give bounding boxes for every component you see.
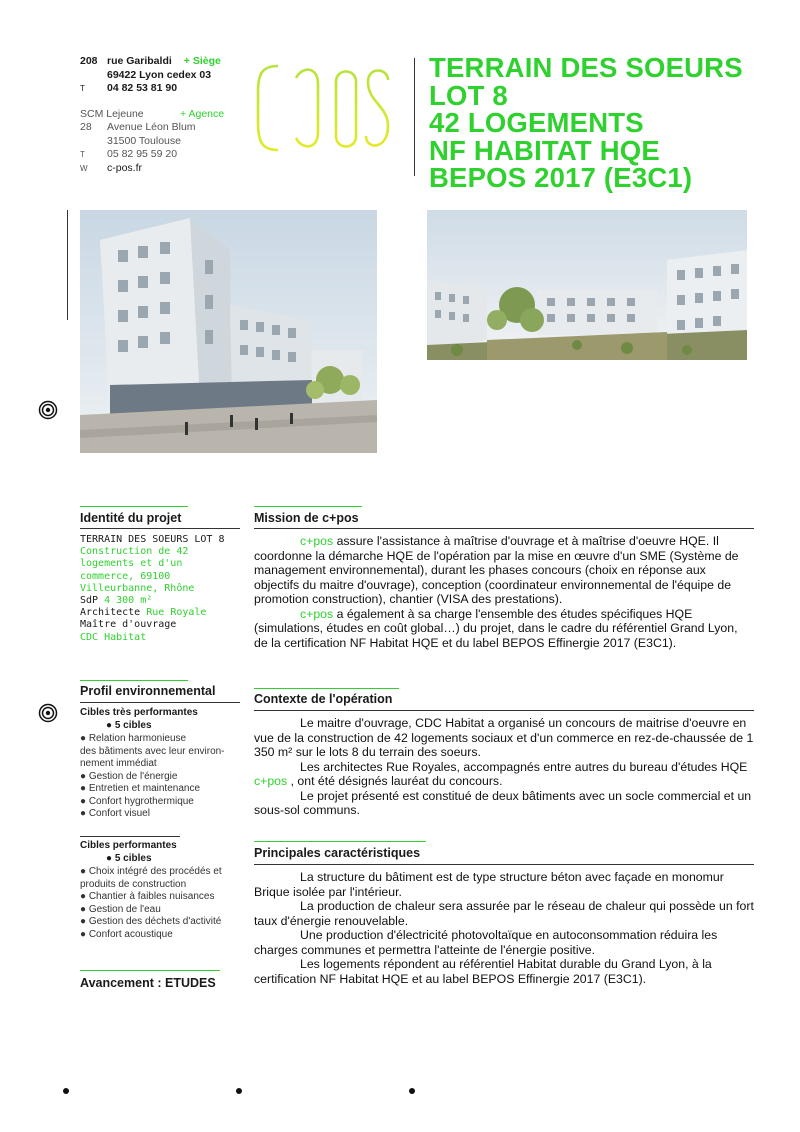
section-rule (254, 710, 754, 711)
architect-label: Architecte (80, 607, 141, 619)
footer-dot (63, 1088, 69, 1094)
footer-dot (236, 1088, 242, 1094)
section-rule (254, 528, 754, 529)
owner-value: CDC Habitat (80, 631, 147, 643)
caracteristiques-paragraph: Les logements répondent au référentiel Habitat durable du Grand Lyon, à la certification NF Habitat HQE et au label BEPOS Effinergie 2017 (E3C1). (254, 957, 712, 986)
list-item: ● Chantier à faibles nuisances (80, 891, 215, 902)
mission-paragraph: assure l'assistance à maîtrise d'ouvrage et à maîtrise d'oeuvre HQE. Il coordonne la démarche HQE de l'opération par la mise en œuvre d'un SME (Système de management environnemental), durant les phases concours (choix en réponse aux objectifs du maitre d'ouvrage), conception (coordinateur environnemental de l'équipe de promotion construction), chantier (VISA des prestations). (254, 534, 739, 606)
list-item: ● Gestion de l'énergie (80, 770, 178, 782)
contexte-paragraph: Le maitre d'ouvrage, CDC Habitat a organisé un concours de maitrise d'oeuvre en vue de la construction de 42 logements sociaux et d'un commerce en rez-de-chaussée de 1 350 m² sur le lots 8 du terrain des soeurs. (254, 716, 754, 759)
architect-value: Rue Royale (146, 607, 207, 619)
courtyard-garden-rendering (427, 210, 747, 360)
agence-city: 31500 Toulouse (107, 134, 181, 147)
tres-performantes-list (80, 733, 240, 821)
agence-street: Avenue Léon Blum (107, 121, 196, 133)
siege-label: + Siège (183, 55, 221, 67)
project-desc-line: Construction de 42 (80, 546, 189, 558)
brand-name: c+pos (254, 774, 288, 788)
title-line: NF HABITAT HQE (429, 134, 660, 166)
project-desc-line: Villeurbanne, Rhône (80, 582, 195, 594)
cpos-logo (252, 52, 392, 162)
identity-heading: Identité du projet (80, 511, 182, 525)
footer-dot (409, 1088, 415, 1094)
mission-text (254, 534, 754, 650)
caracteristiques-paragraph: La production de chaleur sera assurée par le réseau de chaleur qui possède un fort taux d'énergie renouvelable. (254, 899, 754, 928)
profil-heading: Profil environnemental (80, 684, 216, 698)
header-divider (414, 58, 415, 176)
target-icon (38, 703, 58, 723)
performantes-list (80, 866, 240, 941)
section-rule (80, 528, 240, 529)
identity-details (80, 534, 225, 644)
siege-phone: 04 82 53 81 90 (107, 82, 178, 94)
agence-name: SCM Lejeune (80, 107, 144, 120)
target-icon (38, 400, 58, 420)
section-rule (254, 864, 754, 865)
list-item: ● Confort acoustique (80, 928, 173, 940)
contexte-text (254, 716, 754, 818)
list-item: ● Choix intégré des procédés et (80, 866, 222, 877)
section-rule (254, 506, 362, 507)
list-item: nement immédiat (80, 758, 157, 769)
tres-performantes-heading: Cibles très performantes (80, 707, 198, 718)
brand-name: c+pos (300, 606, 334, 621)
list-item: ● Gestion des déchets d'activité (80, 916, 222, 927)
sdp-value: 4 300 m² (104, 595, 153, 607)
project-desc-line: commerce, 69100 (80, 570, 171, 582)
section-rule (254, 688, 399, 689)
list-item: ● Entretien et maintenance (80, 783, 200, 794)
image-divider (67, 210, 68, 320)
contexte-paragraph: Le projet présenté est constitué de deux bâtiments avec un socle commercial et un sous-sol communs. (254, 788, 752, 817)
section-rule (80, 836, 180, 837)
contexte-heading: Contexte de l'opération (254, 692, 393, 706)
web-prefix: W (80, 163, 88, 173)
title-line: TERRAIN DES SOEURS (429, 52, 743, 83)
caracteristiques-paragraph: Une production d'électricité photovoltaïque en autoconsommation réduira les charges communes et permettra l'atteinte de l'énergie positive. (254, 928, 718, 957)
agence-number: 28 (80, 121, 92, 133)
project-desc-line: logements et d'un (80, 558, 183, 570)
project-title (429, 54, 743, 192)
tres-performantes-count: ● 5 cibles (106, 720, 152, 731)
performantes-heading: Cibles performantes (80, 840, 177, 851)
list-item: ● Confort hygrothermique (80, 795, 194, 807)
siege-number: 208 (80, 55, 98, 67)
sdp-label: SdP (80, 595, 99, 607)
section-rule (80, 702, 240, 703)
project-name: TERRAIN DES SOEURS LOT 8 (80, 534, 225, 545)
list-item: ● Gestion de l'eau (80, 903, 161, 915)
list-item: produits de construction (80, 878, 187, 890)
mission-paragraph: a également à sa charge l'ensemble des études spécifiques HQE (simulations, études en coût global…) du projet, dans le cadre du référentiel Grand Lyon, de la certification NF Habitat HQE et du label BEPOS Effinergie 2017 (E3C1). (254, 606, 738, 650)
section-rule (80, 970, 220, 971)
avancement-status: Avancement : ETUDES (80, 976, 216, 990)
building-street-rendering (80, 210, 377, 453)
title-line: BEPOS 2017 (E3C1) (429, 162, 693, 193)
agence-phone: 05 82 95 59 20 (107, 148, 178, 160)
contact-block (80, 55, 255, 175)
contexte-paragraph: Les architectes Rue Royales, accompagnés entre autres du bureau d'études HQE (300, 759, 748, 774)
owner-label: Maître d'ouvrage (80, 619, 177, 631)
website-link[interactable]: c-pos.fr (107, 161, 143, 174)
list-item: ● Relation harmonieuse (80, 733, 187, 744)
list-item: des bâtiments avec leur environ- (80, 745, 225, 757)
performantes-count: ● 5 cibles (106, 853, 152, 864)
section-rule (80, 680, 188, 681)
section-rule (80, 506, 188, 507)
contexte-paragraph: , ont été désignés lauréat du concours. (287, 774, 503, 788)
section-rule (254, 841, 426, 842)
list-item: ● Confort visuel (80, 808, 150, 819)
siege-city: 69422 Lyon cedex 03 (107, 68, 212, 81)
siege-street: rue Garibaldi (107, 55, 172, 67)
title-line: LOT 8 (429, 79, 508, 111)
mission-heading: Mission de c+pos (254, 511, 359, 525)
agence-label: + Agence (180, 107, 225, 120)
title-line: 42 LOGEMENTS (429, 107, 644, 138)
caracteristiques-text (254, 870, 754, 986)
agence-phone-prefix: T (80, 150, 85, 159)
siege-phone-prefix: T (80, 84, 85, 93)
brand-name: c+pos (300, 534, 334, 548)
caracteristiques-paragraph: La structure du bâtiment est de type structure béton avec façade en monomur Brique isolée par l'intérieur. (254, 870, 724, 899)
caracteristiques-heading: Principales caractéristiques (254, 846, 421, 860)
